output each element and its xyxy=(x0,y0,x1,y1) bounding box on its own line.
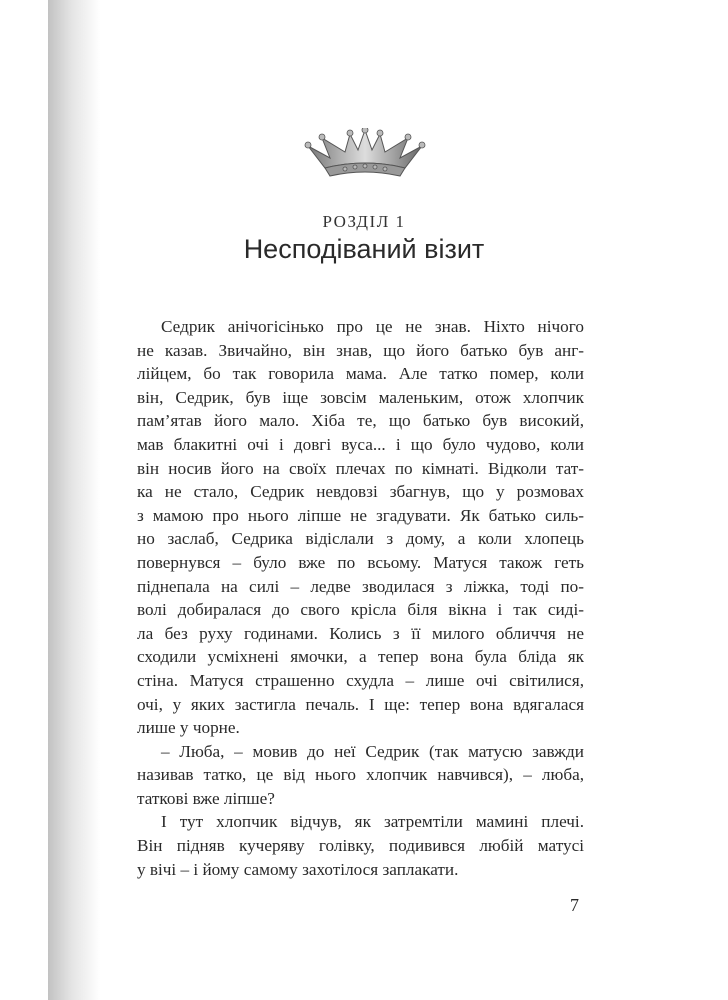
text-line: таткові вже ліпше? xyxy=(137,788,275,808)
text-line: називав татко, це від нього хлопчик навчився), – люба, xyxy=(137,765,584,785)
text-line: волі добиралася до свого крісла біля вікна і так сиді- xyxy=(137,600,584,620)
text-line: лише у чорне. xyxy=(137,718,240,738)
page-gutter-shadow xyxy=(48,0,100,1000)
text-line: – Люба, – мовив до неї Седрик (так матусю завжди xyxy=(161,741,584,761)
body-text xyxy=(137,315,584,881)
chapter-label: РОЗДІЛ 1 xyxy=(322,212,406,231)
text-line: з мамою про нього ліпше не згадувати. Як батько силь- xyxy=(137,505,584,525)
text-line: очі, у яких застигла печаль. І ще: тепер вона вдягалася xyxy=(137,694,584,714)
text-line: Він підняв кучеряву голівку, подивився любій матусі xyxy=(137,836,584,856)
text-line: стіна. Матуся страшенно схудла – лише очі світилися, xyxy=(137,670,584,690)
text-line: не казав. Звичайно, він знав, що його батько був анг- xyxy=(137,340,584,360)
crown-ornament-icon xyxy=(300,128,430,178)
text-line: повернувся – було вже по всьому. Матуся також геть xyxy=(137,552,584,572)
page-number: 7 xyxy=(570,895,579,915)
chapter-title: Несподіваний візит xyxy=(243,234,485,264)
text-line: ка не стало, Седрик невдовзі збагнув, що у розмовах xyxy=(137,482,584,502)
text-line: він, Седрик, був іще зовсім маленьким, отож хлопчик xyxy=(137,387,584,407)
text-line: но заслаб, Седрика відіслали з дому, а коли хлопець xyxy=(137,529,584,549)
text-line: Седрик анічогісінько про це не знав. Ніхто нічого xyxy=(161,317,584,336)
text-line: піднепала на силі – ледве зводилася з ліжка, тоді по- xyxy=(137,576,584,596)
text-line: він носив його на своїх плечах по кімнаті. Відколи тат- xyxy=(137,458,584,478)
text-line: І тут хлопчик відчув, як затремтіли мамині плечі. xyxy=(161,812,584,832)
text-line: пам’ятав його мало. Хіба те, що батько був високий, xyxy=(137,411,584,431)
text-line: у вічі – і йому самому захотілося заплакати. xyxy=(137,859,459,879)
text-line: лійцем, бо так говорила мама. Але татко помер, коли xyxy=(137,364,584,384)
text-line: мав блакитні очі і довгі вуса... і що було чудово, коли xyxy=(137,434,584,454)
text-line: ла без руху годинами. Колись з її милого обличчя не xyxy=(137,623,584,643)
text-line: сходили усміхнені ямочки, а тепер вона була бліда як xyxy=(137,647,584,667)
